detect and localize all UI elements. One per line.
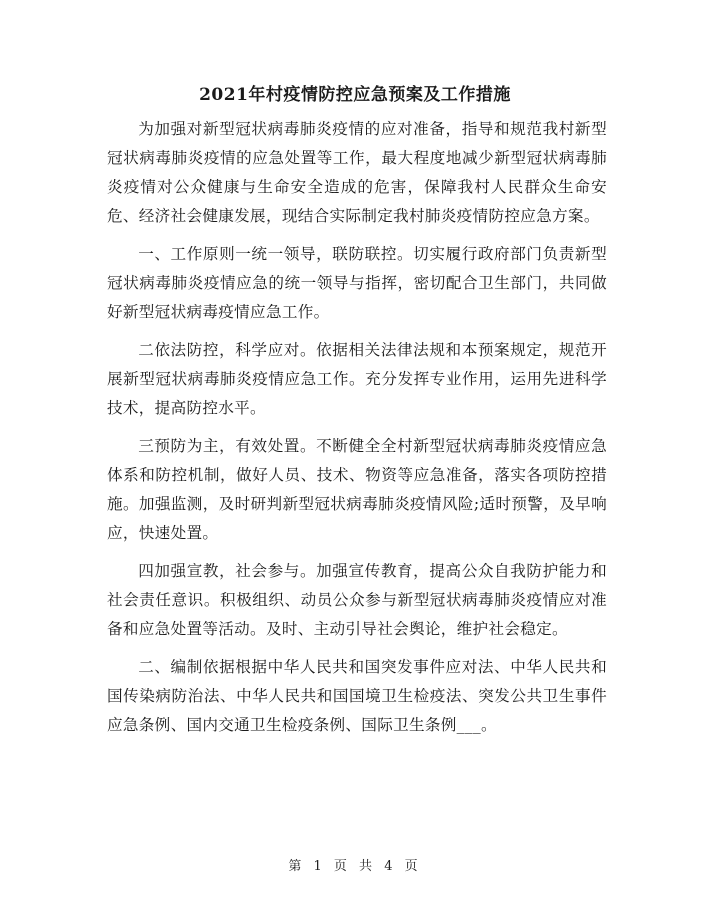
paragraph-principle-3: 三预防为主，有效处置。不断健全全村新型冠状病毒肺炎疫情应急体系和防控机制，做好人员、技术、物资等应急准备，落实各项防控措施。加强监测，及时研判新型冠状病毒肺炎疫情风险;适时预警，及早响应，快速处置。 bbox=[107, 437, 607, 542]
document-title: 2021年村疫情防控应急预案及工作措施 bbox=[199, 85, 511, 105]
paragraph-principle-1: 一、工作原则一统一领导，联防联控。切实履行政府部门负责新型冠状病毒肺炎疫情应急的统一领导与指挥，密切配合卫生部门，共同做好新型冠状病毒疫情应急工作。 bbox=[107, 245, 607, 321]
paragraph-principle-2: 二依法防控，科学应对。依据相关法律法规和本预案规定，规范开展新型冠状病毒肺炎疫情应急工作。充分发挥专业作用，运用先进科学技术，提高防控水平。 bbox=[107, 341, 607, 417]
paragraph-principle-4: 四加强宣教，社会参与。加强宣传教育，提高公众自我防护能力和社会责任意识。积极组织、动员公众参与新型冠状病毒肺炎疫情应对准备和应急处置等活动。及时、主动引导社会舆论，维护社会稳定。 bbox=[107, 562, 607, 638]
paragraph-basis: 二、编制依据根据中华人民共和国突发事件应对法、中华人民共和国传染病防治法、中华人民共和国国境卫生检疫法、突发公共卫生事件应急条例、国内交通卫生检疫条例、国际卫生条例___。 bbox=[107, 658, 607, 734]
page-number-footer: 第 1 页 共 4 页 bbox=[288, 859, 422, 874]
paragraph-intro: 为加强对新型冠状病毒肺炎疫情的应对准备，指导和规范我村新型冠状病毒肺炎疫情的应急处置等工作，最大程度地减少新型冠状病毒肺炎疫情对公众健康与生命安全造成的危害，保障我村人民群众生命安危、经济社会健康发展，现结合实际制定我村肺炎疫情防控应急方案。 bbox=[107, 120, 607, 225]
document-body bbox=[107, 115, 607, 749]
